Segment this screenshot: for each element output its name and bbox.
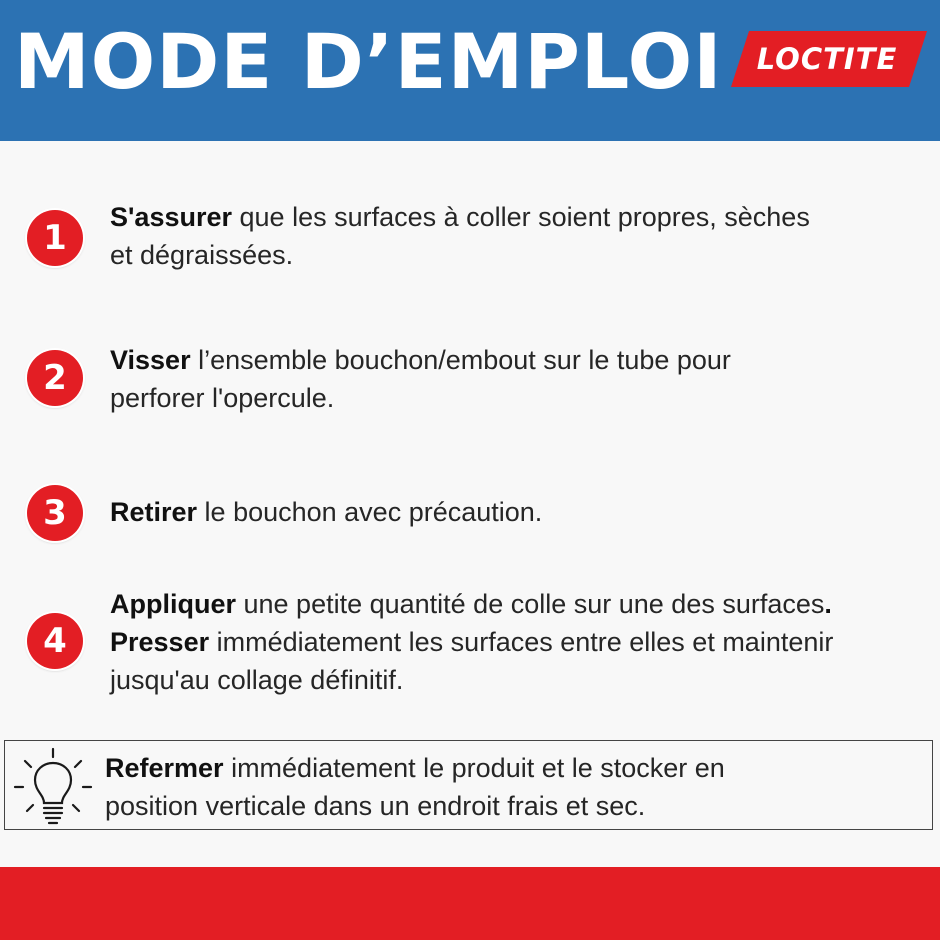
step-verb: S'assurer <box>110 202 233 232</box>
tip-text: Refermer immédiatement le produit et le stocker en position verticale dans un endroit frais et sec. <box>105 753 725 821</box>
step-text: Appliquer une petite quantité de colle sur une des surfaces. Presser immédiatement les surfaces entre elles et maintenir jusqu'au collage définitif. <box>110 589 834 695</box>
step-verb: Presser <box>110 627 210 657</box>
storage-tip-box <box>4 740 933 830</box>
loctite-logo <box>731 31 927 87</box>
step-number-badge: 2 <box>27 350 83 406</box>
step-text: Retirer le bouchon avec précaution. <box>110 497 543 527</box>
step-text: Visser l’ensemble bouchon/embout sur le tube pour perforer l'opercule. <box>110 345 731 413</box>
lightbulb-icon <box>13 747 93 827</box>
step-number-badge: 3 <box>27 485 83 541</box>
step-verb: Visser <box>110 345 191 375</box>
header-banner <box>0 0 940 141</box>
tip-verb: Refermer <box>105 753 224 783</box>
step-verb: Retirer <box>110 497 198 527</box>
page-title: MODE D’EMPLOI <box>14 17 723 106</box>
step-text: S'assurer que les surfaces à coller soient propres, sèches et dégraissées. <box>110 202 810 270</box>
step-number-badge: 4 <box>27 613 83 669</box>
step-number-badge: 1 <box>27 210 83 266</box>
footer-band <box>0 867 940 940</box>
brand-wordmark: LOCTITE <box>756 42 898 76</box>
step-verb: Appliquer <box>110 589 236 619</box>
